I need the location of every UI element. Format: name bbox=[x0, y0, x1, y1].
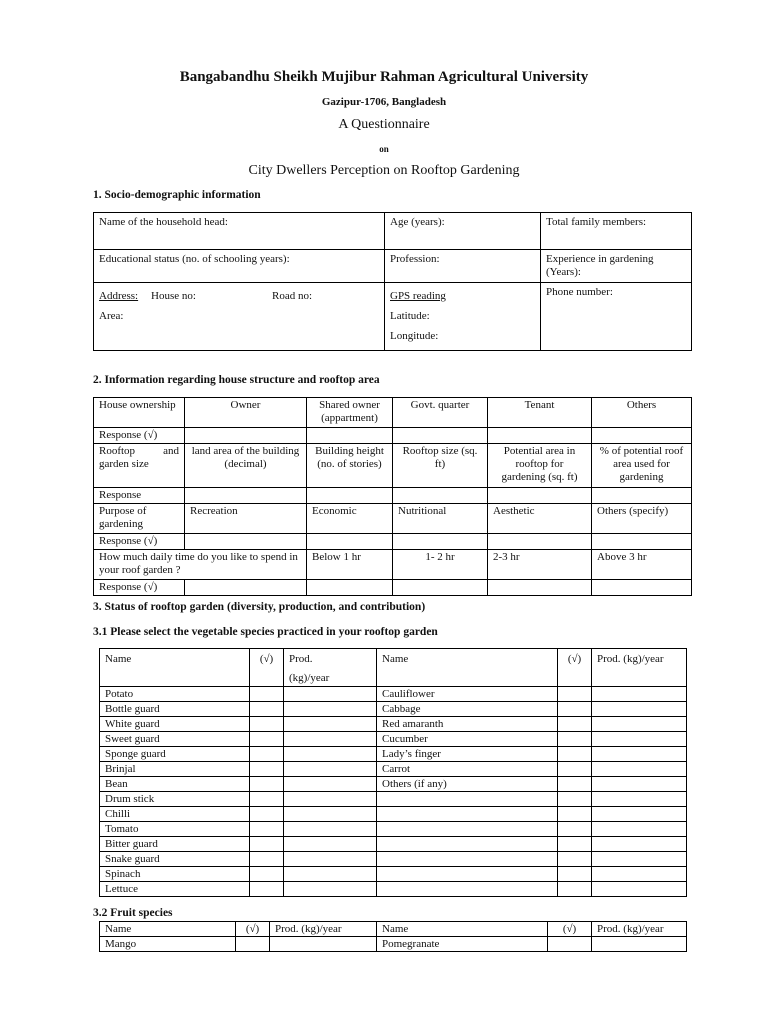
section3-heading: 3. Status of rooftop garden (diversity, production, and contribution) bbox=[93, 601, 426, 613]
veg-right-name: Others (if any) bbox=[377, 777, 558, 792]
ownership-govt: Govt. quarter bbox=[393, 398, 488, 428]
area-label: Area: bbox=[99, 310, 124, 322]
purpose-aesthetic: Aesthetic bbox=[488, 504, 592, 534]
response-cell[interactable] bbox=[185, 580, 307, 596]
veg-right-prod[interactable] bbox=[592, 777, 687, 792]
veg-right-check[interactable] bbox=[558, 687, 592, 702]
veg-right-check[interactable] bbox=[558, 747, 592, 762]
gps-field[interactable] bbox=[385, 283, 541, 351]
table-row bbox=[100, 882, 687, 897]
veg-left-name: Potato bbox=[100, 687, 250, 702]
roof-size-label: Rooftop and garden size bbox=[94, 444, 185, 488]
fruit-prod-header: Prod. (kg)/year bbox=[592, 922, 687, 937]
veg-left-name: Snake guard bbox=[100, 852, 250, 867]
veg-right-check[interactable] bbox=[558, 807, 592, 822]
building-height-header: Building height (no. of stories) bbox=[307, 444, 393, 488]
veg-left-name: Chilli bbox=[100, 807, 250, 822]
veg-left-prod[interactable] bbox=[284, 732, 377, 747]
veg-right-prod[interactable] bbox=[592, 882, 687, 897]
veg-right-prod[interactable] bbox=[592, 747, 687, 762]
response-cell[interactable] bbox=[185, 488, 307, 504]
purpose-recreation: Recreation bbox=[185, 504, 307, 534]
response-cell[interactable] bbox=[185, 428, 307, 444]
veg-right-name bbox=[377, 807, 558, 822]
veg-left-check[interactable] bbox=[250, 747, 284, 762]
road-no-label: Road no: bbox=[272, 290, 313, 302]
time-below-1: Below 1 hr bbox=[307, 550, 393, 580]
response-cell[interactable] bbox=[307, 534, 393, 550]
table-row bbox=[100, 807, 687, 822]
socio-demographic-table bbox=[93, 212, 692, 351]
response-cell[interactable] bbox=[488, 580, 592, 596]
response-cell[interactable] bbox=[488, 534, 592, 550]
purpose-label: Purpose of gardening bbox=[94, 504, 185, 534]
purpose-nutritional: Nutritional bbox=[393, 504, 488, 534]
veg-left-prod[interactable] bbox=[284, 717, 377, 732]
document-topic: City Dwellers Perception on Rooftop Gardening bbox=[248, 163, 520, 178]
fruit-subheading: 3.2 Fruit species bbox=[93, 907, 173, 919]
response-cell[interactable] bbox=[185, 534, 307, 550]
veg-right-check[interactable] bbox=[558, 792, 592, 807]
ownership-others: Others bbox=[592, 398, 692, 428]
veg-right-prod[interactable] bbox=[592, 702, 687, 717]
fruit-left-name: Mango bbox=[100, 937, 236, 952]
ownership-response-label: Response (√) bbox=[94, 428, 185, 444]
ownership-shared: Shared owner (appartment) bbox=[307, 398, 393, 428]
veg-left-prod[interactable] bbox=[284, 792, 377, 807]
time-response-label: Response (√) bbox=[94, 580, 185, 596]
response-cell[interactable] bbox=[592, 488, 692, 504]
response-cell[interactable] bbox=[592, 534, 692, 550]
rooftop-size-header: Rooftop size (sq. ft) bbox=[393, 444, 488, 488]
veg-left-check[interactable] bbox=[250, 687, 284, 702]
vegetable-subheading: 3.1 Please select the vegetable species practiced in your rooftop garden bbox=[93, 626, 438, 638]
veg-right-check[interactable] bbox=[558, 777, 592, 792]
veg-left-check[interactable] bbox=[250, 792, 284, 807]
veg-right-name bbox=[377, 822, 558, 837]
veg-right-check[interactable] bbox=[558, 882, 592, 897]
veg-right-name bbox=[377, 882, 558, 897]
time-above-3: Above 3 hr bbox=[592, 550, 692, 580]
phone-field[interactable]: Phone number: bbox=[541, 283, 692, 351]
experience-field[interactable]: Experience in gardening (Years): bbox=[541, 250, 692, 283]
veg-left-check[interactable] bbox=[250, 807, 284, 822]
purpose-response-label: Response (√) bbox=[94, 534, 185, 550]
veg-left-prod[interactable] bbox=[284, 837, 377, 852]
time-2-3: 2-3 hr bbox=[488, 550, 592, 580]
response-cell[interactable] bbox=[307, 488, 393, 504]
veg-left-prod[interactable] bbox=[284, 822, 377, 837]
veg-right-prod[interactable] bbox=[592, 837, 687, 852]
veg-name-header: Name bbox=[100, 649, 250, 687]
veg-right-name: Cabbage bbox=[377, 702, 558, 717]
veg-left-name: Lettuce bbox=[100, 882, 250, 897]
veg-left-check[interactable] bbox=[250, 702, 284, 717]
table-row bbox=[100, 732, 687, 747]
veg-right-check[interactable] bbox=[558, 822, 592, 837]
profession-field[interactable]: Profession: bbox=[385, 250, 541, 283]
veg-check-header: (√) bbox=[250, 649, 284, 687]
veg-left-name: White guard bbox=[100, 717, 250, 732]
veg-right-check[interactable] bbox=[558, 852, 592, 867]
time-1-2: 1- 2 hr bbox=[393, 550, 488, 580]
university-address: Gazipur-1706, Bangladesh bbox=[321, 96, 447, 108]
daily-time-question: How much daily time do you like to spend in your roof garden ? bbox=[94, 550, 307, 580]
table-row bbox=[100, 837, 687, 852]
response-cell[interactable] bbox=[592, 580, 692, 596]
ownership-label: House ownership bbox=[94, 398, 185, 428]
veg-right-prod[interactable] bbox=[592, 807, 687, 822]
veg-right-prod[interactable] bbox=[592, 867, 687, 882]
veg-left-prod[interactable] bbox=[284, 762, 377, 777]
house-structure-table bbox=[93, 397, 692, 596]
veg-left-name: Bottle guard bbox=[100, 702, 250, 717]
roof-size-response-label: Response bbox=[94, 488, 185, 504]
ownership-owner: Owner bbox=[185, 398, 307, 428]
fruit-right-prod[interactable] bbox=[592, 937, 687, 952]
veg-left-check[interactable] bbox=[250, 837, 284, 852]
veg-left-prod[interactable] bbox=[284, 747, 377, 762]
veg-check-header: (√) bbox=[558, 649, 592, 687]
veg-right-prod[interactable] bbox=[592, 822, 687, 837]
veg-prod-header-line2: (kg)/year bbox=[289, 672, 330, 684]
response-cell[interactable] bbox=[488, 488, 592, 504]
veg-right-name bbox=[377, 867, 558, 882]
percent-used-header: % of potential roof area used for gardening bbox=[592, 444, 692, 488]
veg-left-name: Bitter guard bbox=[100, 837, 250, 852]
response-cell[interactable] bbox=[488, 428, 592, 444]
veg-right-prod[interactable] bbox=[592, 852, 687, 867]
address-label: Address: bbox=[99, 290, 139, 302]
veg-right-prod[interactable] bbox=[592, 732, 687, 747]
veg-left-name: Brinjal bbox=[100, 762, 250, 777]
veg-right-name: Cucumber bbox=[377, 732, 558, 747]
table-row bbox=[100, 762, 687, 777]
veg-right-name bbox=[377, 837, 558, 852]
veg-left-check[interactable] bbox=[250, 882, 284, 897]
fruit-right-check[interactable] bbox=[548, 937, 592, 952]
purpose-economic: Economic bbox=[307, 504, 393, 534]
veg-right-name: Lady’s finger bbox=[377, 747, 558, 762]
on-label: on bbox=[379, 144, 389, 154]
house-no-label: House no: bbox=[151, 290, 196, 302]
section2-heading: 2. Information regarding house structure and rooftop area bbox=[93, 374, 380, 386]
response-cell[interactable] bbox=[393, 580, 488, 596]
veg-left-prod[interactable] bbox=[284, 807, 377, 822]
section1-heading: 1. Socio-demographic information bbox=[93, 189, 261, 201]
education-field[interactable]: Educational status (no. of schooling years): bbox=[94, 250, 385, 283]
vegetable-species-table bbox=[99, 648, 687, 897]
veg-right-check[interactable] bbox=[558, 762, 592, 777]
veg-left-name: Sponge guard bbox=[100, 747, 250, 762]
ownership-tenant: Tenant bbox=[488, 398, 592, 428]
fruit-right-name: Pomegranate bbox=[377, 937, 548, 952]
response-cell[interactable] bbox=[592, 428, 692, 444]
table-row bbox=[100, 937, 687, 952]
fruit-check-header: (√) bbox=[236, 922, 270, 937]
veg-left-check[interactable] bbox=[250, 822, 284, 837]
veg-right-prod[interactable] bbox=[592, 762, 687, 777]
veg-right-check[interactable] bbox=[558, 702, 592, 717]
veg-left-prod[interactable] bbox=[284, 702, 377, 717]
purpose-others: Others (specify) bbox=[592, 504, 692, 534]
response-cell[interactable] bbox=[307, 428, 393, 444]
document-type: A Questionnaire bbox=[338, 117, 430, 132]
veg-right-check[interactable] bbox=[558, 837, 592, 852]
latitude-label: Latitude: bbox=[390, 310, 430, 322]
veg-right-check[interactable] bbox=[558, 867, 592, 882]
veg-left-prod[interactable] bbox=[284, 777, 377, 792]
fruit-left-prod[interactable] bbox=[270, 937, 377, 952]
fruit-name-header: Name bbox=[377, 922, 548, 937]
fruit-species-table bbox=[99, 921, 687, 952]
potential-area-header: Potential area in rooftop for gardening (sq. ft) bbox=[488, 444, 592, 488]
veg-name-header: Name bbox=[377, 649, 558, 687]
table-row bbox=[100, 777, 687, 792]
age-field[interactable]: Age (years): bbox=[385, 213, 541, 250]
veg-right-check[interactable] bbox=[558, 732, 592, 747]
fruit-check-header: (√) bbox=[548, 922, 592, 937]
table-row bbox=[100, 867, 687, 882]
veg-right-name: Red amaranth bbox=[377, 717, 558, 732]
address-field[interactable] bbox=[94, 283, 385, 351]
response-cell[interactable] bbox=[307, 580, 393, 596]
veg-right-check[interactable] bbox=[558, 717, 592, 732]
household-head-field[interactable]: Name of the household head: bbox=[94, 213, 385, 250]
veg-left-check[interactable] bbox=[250, 867, 284, 882]
veg-left-check[interactable] bbox=[250, 717, 284, 732]
veg-right-prod[interactable] bbox=[592, 792, 687, 807]
table-row bbox=[100, 717, 687, 732]
veg-left-prod[interactable] bbox=[284, 852, 377, 867]
veg-prod-header: Prod. (kg)/year bbox=[592, 649, 687, 687]
veg-right-name: Carrot bbox=[377, 762, 558, 777]
table-row bbox=[100, 822, 687, 837]
veg-left-name: Spinach bbox=[100, 867, 250, 882]
longitude-label: Longitude: bbox=[390, 330, 439, 342]
veg-left-check[interactable] bbox=[250, 852, 284, 867]
fruit-prod-header: Prod. (kg)/year bbox=[270, 922, 377, 937]
veg-left-check[interactable] bbox=[250, 762, 284, 777]
veg-right-prod[interactable] bbox=[592, 717, 687, 732]
veg-left-check[interactable] bbox=[250, 777, 284, 792]
veg-prod-header-line1: Prod. bbox=[289, 653, 313, 665]
veg-left-prod[interactable] bbox=[284, 687, 377, 702]
veg-right-name bbox=[377, 852, 558, 867]
veg-left-check[interactable] bbox=[250, 732, 284, 747]
table-row bbox=[100, 852, 687, 867]
university-title: Bangabandhu Sheikh Mujibur Rahman Agricultural University bbox=[179, 69, 589, 85]
gps-label: GPS reading bbox=[390, 290, 446, 302]
fruit-left-check[interactable] bbox=[236, 937, 270, 952]
response-cell[interactable] bbox=[393, 488, 488, 504]
response-cell[interactable] bbox=[393, 534, 488, 550]
land-area-header: land area of the building (decimal) bbox=[185, 444, 307, 488]
veg-right-prod[interactable] bbox=[592, 687, 687, 702]
veg-right-name bbox=[377, 792, 558, 807]
response-cell[interactable] bbox=[393, 428, 488, 444]
table-row bbox=[100, 687, 687, 702]
veg-left-name: Drum stick bbox=[100, 792, 250, 807]
table-row bbox=[100, 792, 687, 807]
fruit-name-header: Name bbox=[100, 922, 236, 937]
table-row bbox=[100, 747, 687, 762]
veg-left-name: Tomato bbox=[100, 822, 250, 837]
veg-right-name: Cauliflower bbox=[377, 687, 558, 702]
table-row bbox=[100, 702, 687, 717]
veg-left-prod[interactable] bbox=[284, 882, 377, 897]
family-members-field[interactable]: Total family members: bbox=[541, 213, 692, 250]
veg-left-name: Bean bbox=[100, 777, 250, 792]
veg-prod-header bbox=[284, 649, 377, 687]
veg-left-prod[interactable] bbox=[284, 867, 377, 882]
veg-left-name: Sweet guard bbox=[100, 732, 250, 747]
